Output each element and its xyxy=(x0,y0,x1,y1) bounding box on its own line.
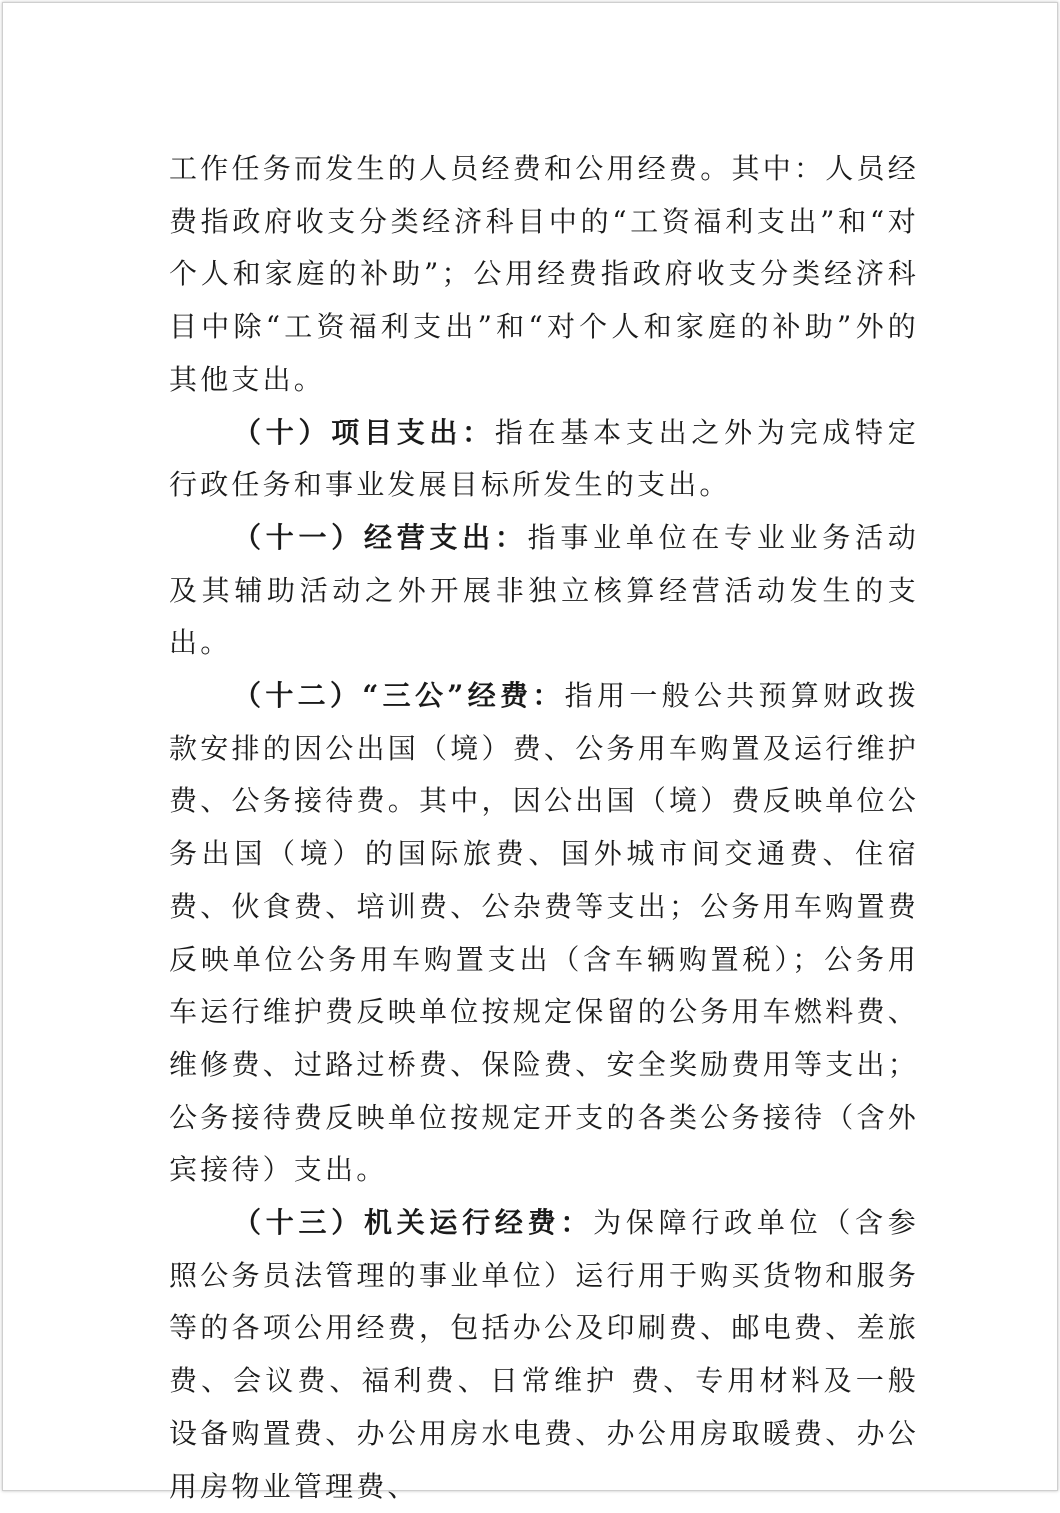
paragraph-project-expenditure xyxy=(169,407,919,512)
term-agency-operating-funds: （十三）机关运行经费： xyxy=(233,1206,594,1240)
term-three-public-expenses: （十二）“三公”经费： xyxy=(233,679,565,713)
paragraph-text: 为保障行政单位（含参照公务员法管理的事业单位）运行用于购买货物和服务等的各项公用经费，包括办公及印刷费、邮电费、差旅费、会议费、福利费、日常维护 费、专用材料及一般设备购置费、办公用房水电费、办公用房取暖费、办公用房物业管理费、 xyxy=(169,1206,919,1503)
term-operating-expenditure: （十一）经营支出： xyxy=(233,520,528,554)
paragraph-continuation xyxy=(169,143,919,407)
paragraph-operating-expenditure xyxy=(169,512,919,670)
paragraph-text: 工作任务而发生的人员经费和公用经费。其中：人员经费指政府收支分类经济科目中的“工资福利支出”和“对个人和家庭的补助”；公用经费指政府收支分类经济科目中除“工资福利支出”和“对个人和家庭的补助”外的其他支出。 xyxy=(169,152,919,396)
document-page xyxy=(2,2,1058,1503)
document-body xyxy=(169,143,919,1513)
paragraph-three-public-expenses xyxy=(169,670,919,1197)
paragraph-agency-operating-funds xyxy=(169,1197,919,1513)
paragraph-text: 指事业单位在专业业务活动及其辅助活动之外开展非独立核算经营活动发生的支出。 xyxy=(169,520,919,660)
paragraph-text: 指用一般公共预算财政拨款安排的因公出国（境）费、公务用车购置及运行维护费、公务接待费。其中，因公出国（境）费反映单位公务出国（境）的国际旅费、国外城市间交通费、住宿费、伙食费、培训费、公杂费等支出；公务用车购置费反映单位公务用车购置支出（含车辆购置税）；公务用车运行维护费反映单位按规定保留的公务用车燃料费、维修费、过路过桥费、保险费、安全奖励费用等支出；公务接待费反映单位按规定开支的各类公务接待（含外宾接待）支出。 xyxy=(169,679,919,1187)
term-project-expenditure: （十）项目支出： xyxy=(233,415,495,449)
paragraph-text: 指在基本支出之外为完成特定行政任务和事业发展目标所发生的支出。 xyxy=(169,415,919,502)
